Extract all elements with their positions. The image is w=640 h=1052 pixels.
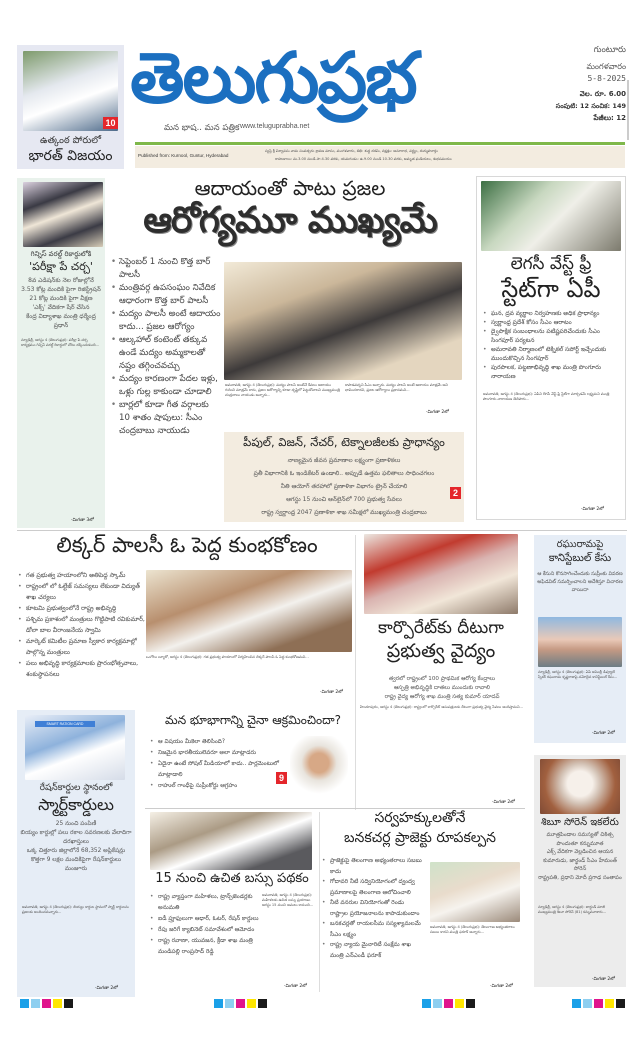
volume-issue: సంపుటి: 12 సంచిక: 149 (555, 102, 626, 110)
edition-city: గుంటూరు (593, 45, 626, 55)
masthead-logo[interactable]: తెలుగుప్రభ (130, 37, 416, 119)
sub-line: నాణ్యమైన జీవన ప్రమాణాల లక్ష్యంగా ప్రణాళికలు (287, 457, 401, 464)
bullet: • రాష్ట్రంలో లో ఓల్టేజ్ సమస్యలు లేకుండా విద్యుత్ శాఖ చర్యలు (18, 581, 146, 603)
smartcard-body: అమరావతి, ఆగస్టు 4 (తెలుగుప్రభ): బియ్యం కార్డుల స్థానంలో స్మార్ట్ కార్డులను ప్రజలకు అందించనున్నారు... (22, 905, 129, 914)
page-badge: 9 (276, 772, 287, 784)
cmyk-swatch (422, 999, 431, 1008)
bullet: • రేపు జరిగే క్యాబినెట్ సమావేశంలో ఆమోదం (150, 925, 262, 936)
bullet: • గత ప్రభుత్వ హయాంలోని అతిపెద్ద స్కామ్ (18, 570, 146, 581)
legacy-bullets (483, 309, 623, 381)
sub-line: ఆగస్టు 15 నుంచి ఆన్‌లైన్‌లో 700 ప్రభుత్వ సేవలు (286, 496, 402, 503)
corporate-subs (358, 675, 526, 702)
bullet: • బనకచర్లతో రాయలసీమ సస్యశ్యామలమే సీఎం లక్ష్యం (322, 919, 422, 940)
supreme-court-photo (538, 617, 622, 667)
sub-line: త్వరలో రాష్ట్రంలో 100 ప్రాథమిక ఆరోగ్య కేంద్రాలు (388, 676, 496, 682)
bus-body: అమరావతి, ఆగస్టు 4 (తెలుగుప్రభ): మహిళలకు ఉచిత బస్సు ప్రయాణం ఆగస్టు 15 నుంచి అమలు కానుంది... (262, 893, 314, 907)
panchangam-line-1: స్వస్తి శ్రీ విశ్వావసు నామ సంవత్సరం శ్రావణ మాసం, మంగళవారం, తిథి: శుద్ధ దశమి, నక్షత్రం: అనూరాధ, వర్జ్యం, దుర్ముహూర్తం (265, 149, 438, 153)
lead-body-col1: అమరావతి, ఆగస్టు 4 (తెలుగుప్రభ): మద్యం పాలసీ అంటేనే కేవలం ఆదాయం గురించి మాత్రమే కాదు, ప్రజల ఆరోగ్యాన్ని కూడా దృష్టిలో పెట్టుకోవాలని ముఖ్యమంత్రి చంద్రబాబు నాయుడు అన్నారు... (225, 383, 340, 397)
bullet: • పలు అభివృద్ధి కార్యక్రమాలకు ప్రారంభోత్సవాలు, శంకుస్థాపనలు (18, 658, 146, 680)
pariksha-headline: 'పరీక్షా పే చర్చ' (29, 260, 93, 273)
section-divider (145, 808, 525, 809)
cmyk-swatch (594, 999, 603, 1008)
registration-marks-right (572, 999, 625, 1008)
bullet: • కూటమి ప్రభుత్వంలోనే రాష్ట్ర అభివృద్ధి (18, 603, 146, 614)
cmyk-swatch (258, 999, 267, 1008)
bullet: • మార్కెట్ కమిటీల ప్రమాణ స్వీకార కార్యక్రమాల్లో పాల్గొన్న మంత్రులు (18, 636, 146, 658)
raghurama-subs (537, 570, 623, 594)
liquor-photo (146, 570, 352, 652)
sub-line: నీతి ఆయోగ్ తరహాలో ప్రణాళికా విభాగం ట్రైన్ చేయాలి (280, 483, 408, 490)
china-headline[interactable]: మన భూభాగాన్ని చైనా ఆక్రమించిందా? (165, 713, 341, 727)
edition-divider (627, 80, 629, 140)
bullet: • స్వర్ణాంధ్ర ప్రదేశ్ కోసం సీఎం ఆరాటం (483, 318, 623, 327)
cmyk-swatch (53, 999, 62, 1008)
shibu-story[interactable] (534, 755, 626, 987)
sub-line: రాష్ట్ర స్వర్ణాంధ్ర 2047 ప్రణాళికా శాఖ సమీక్షలో ముఖ్యమంత్రి చంద్రబాబు (261, 509, 427, 516)
cmyk-swatch (236, 999, 245, 1008)
smartcard-headline: స్మార్ట్‌కార్డులు (38, 795, 114, 814)
raghurama-body: న్యూఢిల్లీ, ఆగస్టు 4 (తెలుగుప్రభ): ఏపీ అసెంబ్లీ డిప్యూటీ స్పీకర్ రఘురామ కృష్ణరాజుపై నమోదైన కానిస్టేబుల్ కేసు... (538, 670, 618, 679)
page-badge: 10 (103, 117, 118, 129)
smart-card-photo (25, 715, 125, 780)
published-from: Published from: Kurnool, Guntur, Hyderabad (138, 153, 229, 158)
masthead-green-rule (135, 142, 625, 145)
bullet: • మద్యం కారణంగా పేదల ఇళ్లు, ఒళ్లు గుల్ల కాకుండా చూడాలి (111, 373, 221, 399)
bullet: • రాహుల్ గాంధీపై సుప్రీంకోర్టు ఆగ్రహం (150, 781, 290, 792)
page-count: పేజీలు: 12 (593, 114, 626, 122)
bullet: • ఆ విషయం మీకెలా తెలిసింది? (150, 737, 290, 748)
cmyk-swatch (616, 999, 625, 1008)
sub-line: రాష్ట్ర వైద్య ఆరోగ్య శాఖ మంత్రి సత్య కుమార్ యాదవ్ (384, 694, 500, 700)
cmyk-swatch (572, 999, 581, 1008)
page-badge: 2 (450, 487, 461, 499)
lead-kicker: ఆదాయంతో పాటు ప్రజల (194, 176, 386, 200)
bullet: • మంత్రివర్గ ఉపసంఘం నివేదిక ఆధారంగా కొత్త బార్ పాలసీ (111, 282, 221, 308)
continued-link[interactable]: -మిగతా 2లో (592, 977, 615, 982)
bullet: • మద్యం పాలసీ అంటే ఆదాయం కాదు... ప్రజల ఆరోగ్యం (111, 308, 221, 334)
bullet: • నిజమైన భారతీయులెవరూ అలా మాట్లాడరు (150, 748, 290, 759)
sub-line: కొత్తగా 9 లక్షల మందికిపైగా రేషన్‌కార్డులు మంజూరు (30, 857, 122, 872)
sub-line: బియ్యం కార్డుల్లో పలు రకాల సవరణలకు వేలాదిగా దరఖాస్తులు (20, 830, 132, 845)
pariksha-story[interactable] (17, 178, 105, 528)
cmyk-swatch (20, 999, 29, 1008)
bullet: • పశ్చిమ ప్రకాశంలో మంత్రులు గొట్టిపాటి రవికుమార్, డోలా బాల వీరాంజనేయ స్వామి (18, 614, 146, 636)
cmyk-swatch (31, 999, 40, 1008)
sub-line: 'ఎక్స్' వేదికగా షేర్ చేసిన (32, 304, 90, 311)
liquor-headline[interactable]: లిక్కర్ పాలసీ ఓ పెద్ద కుంభకోణం (56, 533, 318, 557)
legacy-body: అమరావతి, ఆగస్టు 4 (తెలుగుప్రభ): ఏపీని లెగసీ వేస్ట్ ఫ్రీ స్టేట్‌గా మార్చడమే లక్ష్యమని మంత్రి పొంగూరు నారాయణ తెలిపారు... (483, 392, 610, 401)
lead-bullets (111, 256, 221, 438)
bullet: • ఘన, ద్రవ వ్యర్థాల నిర్వహణకు అధిక ప్రాధాన్యం (483, 309, 623, 318)
sub-line: మూత్రపిండాల సమస్యతో చికిత్స పొందుతూ కన్నుమూత (546, 832, 614, 847)
bus-headline[interactable]: 15 నుంచి ఉచిత బస్సు పథకం (155, 871, 309, 886)
continued-link[interactable]: -మిగతా 2లో (320, 690, 343, 695)
legacy-headline-2: స్టేట్‌గా ఏపీ (501, 275, 601, 303)
sub-line: ప్రతీ విభాగానికి ఓ ఇండికేటర్ ఉండాలి.. అప్పుడే ఉత్తమ ఫలితాలు సాధించగలం (253, 470, 435, 477)
price: వెల. రూ. 6.00 (579, 90, 626, 98)
cmyk-swatch (455, 999, 464, 1008)
sub-line: రాష్ట్రపతి, ప్రధాని మోదీ ప్రగాఢ సంతాపం (538, 874, 622, 881)
cmyk-swatch (466, 999, 475, 1008)
corporate-headline-2[interactable]: ప్రభుత్వ వైద్యం (386, 640, 496, 662)
shibu-body: న్యూఢిల్లీ, ఆగస్టు 4 (తెలుగుప్రభ): జార్ఖండ్ మాజీ ముఖ్యమంత్రి శిబూ సోరెన్ (81) కన్నుమూశారు... (538, 905, 607, 914)
cmyk-swatch (247, 999, 256, 1008)
pariksha-subs (21, 276, 101, 330)
sub-line: 25 నుంచి పంపిణీ (55, 821, 97, 827)
continued-link[interactable]: -మిగతా 2లో (490, 984, 513, 989)
ear-kicker: ఉత్కంఠ పోరులో (39, 135, 102, 146)
card-label: SMART RATION CARD (35, 721, 95, 727)
bullet: • ఐడీ ప్రూఫులుగా ఆధార్, ఓటర్, రేషన్ కార్డులు (150, 914, 262, 925)
bullet: • గోదావరి నీటి సద్వినియోగంలో ద్వంద్వ ప్రమాణాలపై తెలంగాణ ఆలోచించాలి (322, 877, 422, 898)
shibu-subs (537, 831, 623, 882)
ear-panel[interactable] (17, 45, 124, 169)
registration-marks-center-left (214, 999, 267, 1008)
sub-line: ఒక్క చిత్తూరు జిల్లాలోనే 68,352 అప్లికేషన్లు (26, 848, 126, 854)
panchangam-line-2: రాహుకాలం: మ.3.00 నుండి సా.4.30 వరకు, యమగండం: ఉ.9.00 నుండి 10.30 వరకు, అమృత ఘడియలు, శుభసమయం (275, 157, 452, 161)
pariksha-body: న్యూఢిల్లీ, ఆగస్టు 4 (తెలుగుప్రభ): పరీక్షా పే చర్చ కార్యక్రమం గిన్నిస్ వరల్డ్ రికార్డులో చోటు దక్కించుకుంది... (21, 338, 100, 347)
china-bullets (150, 737, 290, 792)
shibu-photo (540, 759, 620, 814)
lead-body-col2: కాపాడవచ్చని సీఎం అన్నారు. మద్యం పాలసీ అంటే ఆదాయం మాత్రమే అని భావించరాదని, ప్రజల ఆరోగ్యాలు ప్రధానమని... (345, 383, 448, 392)
continued-link[interactable]: -మిగతా 2లో (581, 507, 604, 512)
sub-panel-headline: పీపుల్, విజన్, నేచర్, టెక్నాలజీలకు ప్రాధాన్యం (243, 435, 445, 449)
bullet: • ప్రాజెక్టుపై తెలంగాణ అభ్యంతరాలు సబబు కాదు (322, 856, 422, 877)
pariksha-photo (23, 182, 103, 247)
bus-bullets (150, 892, 262, 958)
sub-panel-lines (224, 454, 464, 519)
bullet: • రాష్ట్ర రవాణా, యువజన, క్రీడా శాఖ మంత్రి మండిపల్లి రాంప్రసాద్ రెడ్డి (150, 936, 262, 958)
bullet: • ద్వైపాక్షిక సంబంధాలను పటిష్టపరిచేందుకు సీఎం సింగపూర్ పర్యటన (483, 327, 623, 345)
sub-line: 3.53 కోట్ల మందికి పైగా రిజిస్ట్రేషన్ (21, 286, 101, 293)
sub-line: ఎక్స్ వేదికగా వెల్లడించిన ఆయన కుమారుడు, జార్ఖండ్ సీఎం హేమంత్ సోరెన్ (543, 849, 617, 872)
smartcard-kicker: రేషన్‌కార్డుల స్థానంలో (39, 783, 113, 793)
edition-info (548, 45, 626, 124)
sub-line: 21 కోట్ల మందికి పైగా వీక్షణ (29, 295, 93, 302)
lead-sub-panel (224, 432, 464, 522)
bullet: • అమరావతి నిర్మాణంలో టెక్నికల్ సపోర్ట్ ఇచ్చేందుకు ముందుకొచ్చిన సింగపూర్ (483, 345, 623, 363)
section-divider (17, 530, 627, 531)
edition-day: మంగళవారం (586, 62, 626, 71)
continued-link[interactable]: -మిగతా 2లో (426, 410, 449, 415)
cmyk-swatch (583, 999, 592, 1008)
liquor-body: ఒంగోలు బ్యూరో, ఆగస్టు 4 (తెలుగుప్రభ): గత ప్రభుత్వ హయాంలో నిర్వహించిన లిక్కర్ పాలసీ ఓ పెద్ద కుంభకోణమని... (146, 655, 309, 659)
sub-line: అఫిడవిట్ సమర్పించాలని ఆదేశిస్తూ విచారణ వాయిదా (537, 579, 623, 593)
sub-line: 8వ ఎడిషన్‌కు నెల రోజుల్లోనే (28, 277, 94, 284)
banakacharla-headline-2[interactable]: బనకచర్ల ప్రాజెక్టు రూపకల్పన (344, 830, 496, 846)
minister-photo (430, 862, 520, 922)
raghurama-headline-2: కానిస్టేబుల్ కేసు (548, 552, 612, 564)
cmyk-swatch (214, 999, 223, 1008)
publication-strip (135, 146, 625, 168)
bullet: • బార్లలో కూడా గీత వర్గాలకు 10 శాతం షాపులు: సీఎం చంద్రబాబు నాయుడు (111, 399, 221, 438)
bullet: • సెప్టెంబర్ 1 నుంచి కొత్త బార్ పాలసీ (111, 256, 221, 282)
lead-headline[interactable]: ఆరోగ్యమూ ముఖ్యమే (143, 200, 437, 241)
legacy-photo (481, 181, 621, 251)
raghurama-headline-1: రఘురామపై (556, 539, 604, 550)
legacy-headline-1: లెగసీ వేస్ట్ ఫ్రీ (510, 254, 592, 274)
website-link[interactable]: www.teluguprabha.net (240, 123, 310, 130)
edition-date: 5-8-2025 (587, 74, 626, 83)
rahul-photo (290, 736, 348, 796)
sub-line: ఆ కేసుని కొనసాగించేందుకు సుప్రీంకు వివరణ (537, 571, 623, 577)
continued-link[interactable]: -మిగతా 2లో (492, 800, 515, 805)
continued-link[interactable]: -మిగతా 3లో (71, 518, 94, 523)
cmyk-swatch (433, 999, 442, 1008)
continued-link[interactable]: -మిగతా 2లో (95, 986, 118, 991)
corporate-headline-1[interactable]: కార్పొరేట్‌కు దీటుగా (378, 618, 504, 638)
legacy-story[interactable] (476, 176, 626, 520)
liquor-bullets (18, 570, 146, 680)
corporate-body: హిందూపురం, ఆగస్టు 4 (తెలుగుప్రభ): రాష్ట్రంలో కార్పొరేట్ ఆసుపత్రులకు దీటుగా ప్రభుత్వ వైద్య సేవలు అందిస్తామని... (360, 705, 523, 709)
bullet: • ఏదైనా ఉంటే సోషల్ మీడియాలో కాదు.. పార్లమెంటులో మాట్లాడాలి (150, 759, 290, 781)
cmyk-swatch (444, 999, 453, 1008)
continued-link[interactable]: -మిగతా 2లో (284, 984, 307, 989)
cmyk-swatch (605, 999, 614, 1008)
bullet: • నీటి వనరుల వినియోగంతో రెండు రాష్ట్రాల ప్రయోజనాలను కాపాడుకుందాం (322, 898, 422, 919)
cmyk-swatch (42, 999, 51, 1008)
registration-marks-left (20, 999, 73, 1008)
continued-link[interactable]: -మిగతా 2లో (592, 731, 615, 736)
smartcard-story[interactable] (17, 710, 135, 997)
banakacharla-headline-1[interactable]: సర్వహక్కులతోనే (374, 810, 466, 826)
sub-line: ఆస్పత్రి అభివృద్ధికి దాతలు ముందుకు రావాలి (393, 685, 491, 691)
bus-photo (150, 812, 312, 870)
ear-headline: భారత్ విజయం (28, 148, 113, 164)
cmyk-swatch (225, 999, 234, 1008)
smartcard-subs (20, 820, 132, 874)
shibu-headline: శిబూ సోరెన్ ఇకలేరు (541, 817, 619, 828)
registration-marks-center-right (422, 999, 475, 1008)
bullet: • రాష్ట్ర న్యాయ మైనారిటీ సంక్షేమ శాఖ మంత్రి ఎన్‌ఎండీ ఫరూక్ (322, 940, 422, 961)
tagline: మన భాష.. మన పత్రిక (164, 123, 240, 133)
banakacharla-bullets (322, 856, 422, 961)
pariksha-kicker: గిన్నిస్ వరల్డ్ రికార్డులోకి (30, 250, 92, 258)
bullet: • పురపాలక, పట్టణాభివృద్ధి శాఖ మంత్రి పొంగూరు నారాయణ (483, 363, 623, 381)
bullet: • ఆల్కహాల్ కంటెంట్ తక్కువ ఉండే మద్యం అమ్మకాలతో నష్టం తగ్గించవచ్చు (111, 334, 221, 373)
corporate-photo (364, 534, 518, 614)
banakacharla-body: అమరావతి, ఆగస్టు 4 (తెలుగుప్రభ): తెలంగాణ అభ్యంతరాలు సబబు కాదని మంత్రి ఫరూక్ అన్నారు... (430, 925, 515, 934)
cmyk-swatch (64, 999, 73, 1008)
raghurama-story[interactable] (534, 535, 626, 743)
lead-photo (224, 262, 462, 380)
bullet: • రాష్ట్ర వ్యాప్తంగా మహిళలు, ట్రాన్స్‌జెండర్లకు అనుమతి (150, 892, 262, 914)
column-divider (355, 535, 356, 810)
sub-line: కేంద్ర విద్యాశాఖ మంత్రి ధర్మేంద్ర ప్రధాన్ (26, 313, 96, 329)
